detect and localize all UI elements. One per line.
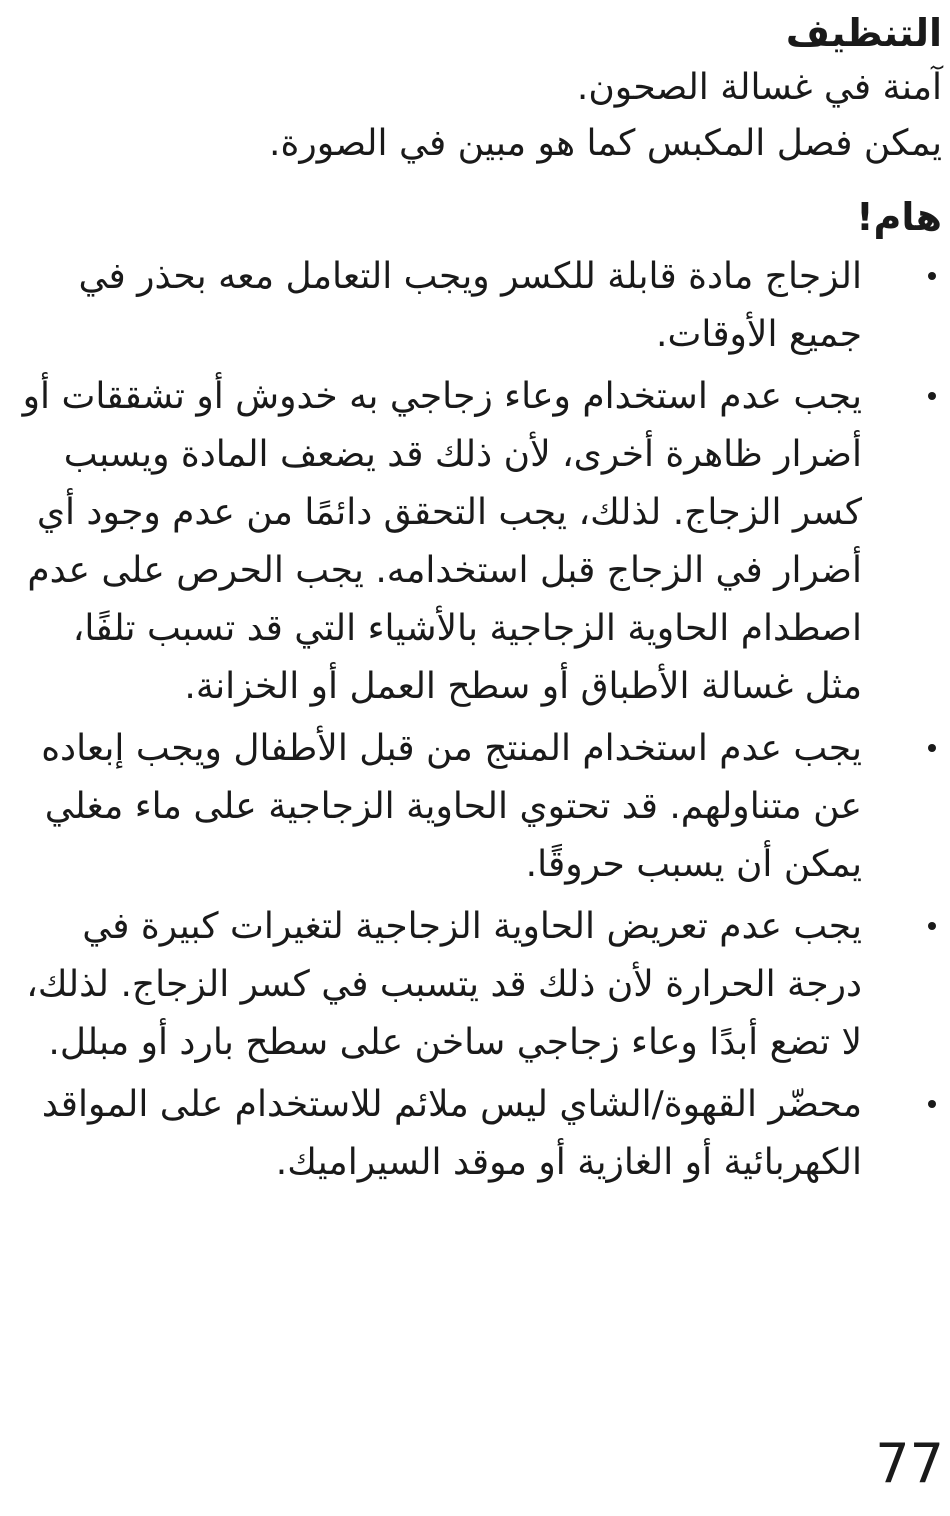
list-item-text: الزجاج مادة قابلة للكسر ويجب التعامل معه بحذر في جميع الأوقات.: [78, 256, 862, 355]
bullet-icon: [928, 744, 936, 752]
bullet-icon: [928, 392, 936, 400]
list-item: [12, 248, 942, 364]
bullet-icon: [928, 1100, 936, 1108]
important-list: [12, 248, 942, 1192]
list-item: [12, 1076, 942, 1192]
list-item: [12, 720, 942, 894]
cleaning-heading: التنظيف: [785, 11, 942, 55]
list-item: [12, 898, 942, 1072]
bullet-icon: [928, 922, 936, 930]
list-item-text: يجب عدم استخدام وعاء زجاجي به خدوش أو تشققات أو أضرار ظاهرة أخرى، لأن ذلك قد يضعف المادة ويسبب كسر الزجاج. لذلك، يجب التحقق دائمًا من عدم وجود أي أضرار في الزجاج قبل استخدامه. يجب الحرص على عدم اصطدام الحاوية الزجاجية بالأشياء التي قد تسبب تلفًا، مثل غسالة الأطباق أو سطح العمل أو الخزانة.: [22, 376, 862, 707]
important-heading: هام!: [856, 195, 942, 239]
list-item-text: محضّر القهوة/الشاي ليس ملائم للاستخدام على المواقد الكهربائية أو الغازية أو موقد السيراميك.: [41, 1084, 862, 1183]
page-content: [12, 6, 942, 1196]
plunger-detach-text: يمكن فصل المكبس كما هو مبين في الصورة.: [269, 123, 942, 164]
page-number: 77: [875, 1432, 944, 1495]
list-item: [12, 368, 942, 716]
list-item-text: يجب عدم استخدام المنتج من قبل الأطفال ويجب إبعاده عن متناولهم. قد تحتوي الحاوية الزجاجية على ماء مغلي يمكن أن يسبب حروقًا.: [41, 728, 862, 885]
dishwasher-safe-text: آمنة في غسالة الصحون.: [576, 67, 942, 108]
list-item-text: يجب عدم تعريض الحاوية الزجاجية لتغيرات كبيرة في درجة الحرارة لأن ذلك قد يتسبب في كسر الزجاج. لذلك، لا تضع أبدًا وعاء زجاجي ساخن على سطح بارد أو مبلل.: [26, 906, 862, 1063]
bullet-icon: [928, 272, 936, 280]
